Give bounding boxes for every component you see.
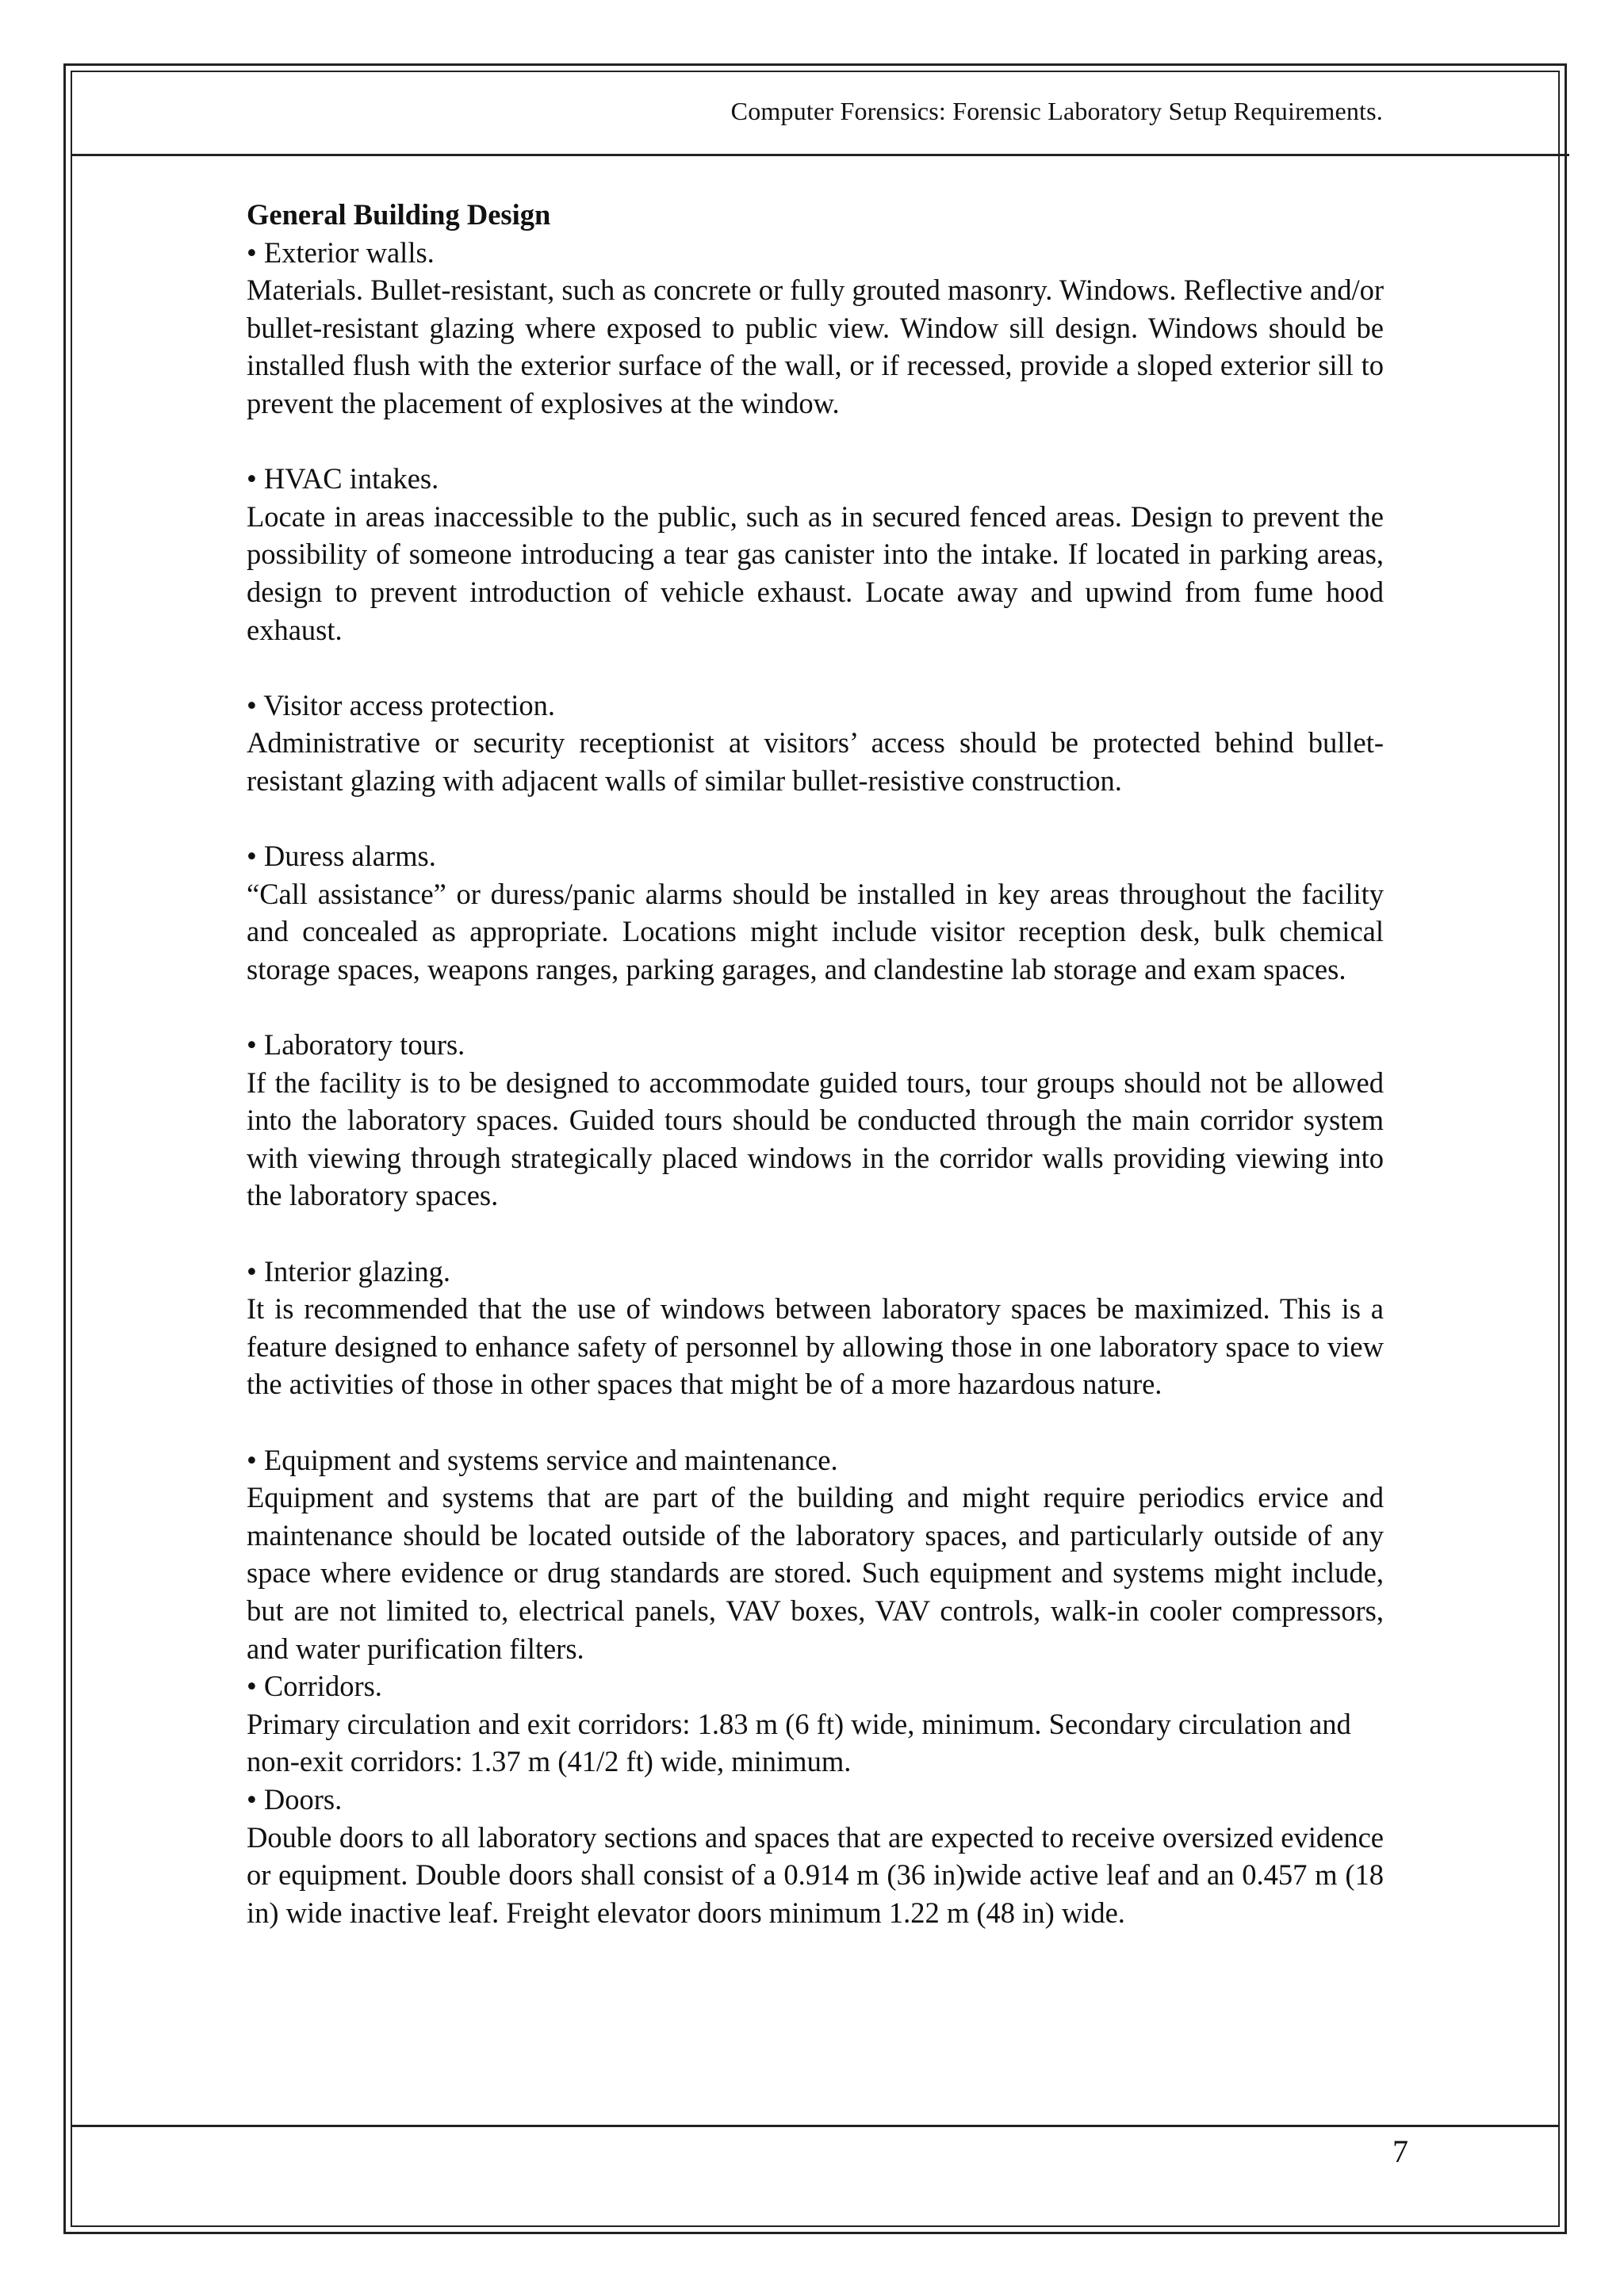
item-title: • Duress alarms. [247, 840, 436, 873]
section-equipment-maintenance [247, 1441, 1384, 1668]
section-heading: General Building Design [247, 198, 551, 231]
item-title: • Corridors. [247, 1670, 382, 1703]
header-divider [71, 154, 1569, 156]
section-doors [247, 1781, 1384, 1931]
section-visitor-access [247, 687, 1384, 800]
item-body: Double doors to all laboratory sections and spaces that are expected to receive oversized evidence or equipment. Double doors shall consist of a 0.914 m (36 in)wide active leaf and an 0.457 m (18 in) wide inactive leaf. Freight elevator doors minimum 1.22 m (48 in) wide. [247, 1820, 1384, 1929]
item-body: It is recommended that the use of windows between laboratory spaces be maximized. This is a feature designed to enhance safety of personnel by allowing those in one laboratory space to view the activities of those in other spaces that might be of a more hazardous nature. [247, 1292, 1384, 1401]
item-body: Locate in areas inaccessible to the public, such as in secured fenced areas. Design to prevent the possibility of someone introducing a tear gas canister into the intake. If located in parking areas, design to prevent introduction of vehicle exhaust. Locate away and upwind from fume hood exhaust. [247, 499, 1384, 646]
item-body: “Call assistance” or duress/panic alarms should be installed in key areas throughout the facility and concealed as appropriate. Locations might include visitor reception desk, bulk chemical storage spaces, weapons ranges, parking garages, and clandestine lab storage and exam spaces. [247, 877, 1384, 985]
item-body: Primary circulation and exit corridors: 1.83 m (6 ft) wide, minimum. Secondary circulation and non-exit corridors: 1.37 m (41/2 ft) wide, minimum. [247, 1707, 1351, 1778]
page-number: 7 [1392, 2133, 1408, 2169]
section-exterior-walls [247, 234, 1384, 423]
item-body: Administrative or security receptionist at visitors’ access should be protected behind bullet-resistant glazing with adjacent walls of similar bullet-resistive construction. [247, 726, 1384, 797]
item-title: • Visitor access protection. [247, 688, 556, 721]
item-body: Equipment and systems that are part of the building and might require periodics ervice and maintenance should be located outside of the laboratory spaces, and particularly outside of any space where evidence or drug standards are stored. Such equipment and systems might include, but are not limited to, electrical panels, VAV boxes, VAV controls, walk-in cooler compressors, and water purification filters. [247, 1481, 1384, 1665]
page-content [247, 196, 1384, 1931]
running-header: Computer Forensics: Forensic Laboratory Setup Requirements. [730, 97, 1383, 125]
item-title: • Exterior walls. [247, 235, 435, 269]
item-title: • Doors. [247, 1782, 343, 1816]
item-title: • Interior glazing. [247, 1254, 451, 1288]
item-body: Materials. Bullet-resistant, such as concrete or fully grouted masonry. Windows. Reflective and/or bullet-resistant glazing where exposed to public view. Window sill design. Windows should be installed flush with the exterior surface of the wall, or if recessed, provide a sloped exterior sill to prevent the placement of explosives at the window. [247, 274, 1384, 419]
item-title: • Equipment and systems service and maintenance. [247, 1443, 838, 1476]
section-interior-glazing [247, 1253, 1384, 1403]
item-title: • Laboratory tours. [247, 1028, 465, 1062]
section-hvac-intakes [247, 460, 1384, 649]
section-duress-alarms [247, 837, 1384, 988]
section-corridors [247, 1667, 1384, 1781]
item-title: • HVAC intakes. [247, 462, 439, 496]
section-laboratory-tours [247, 1026, 1384, 1215]
footer-divider [71, 2125, 1560, 2127]
item-body: If the facility is to be designed to accommodate guided tours, tour groups should not be allowed into the laboratory spaces. Guided tours should be conducted through the main corridor system with viewing through strategically placed windows in the corridor walls providing viewing into the laboratory spaces. [247, 1066, 1384, 1212]
